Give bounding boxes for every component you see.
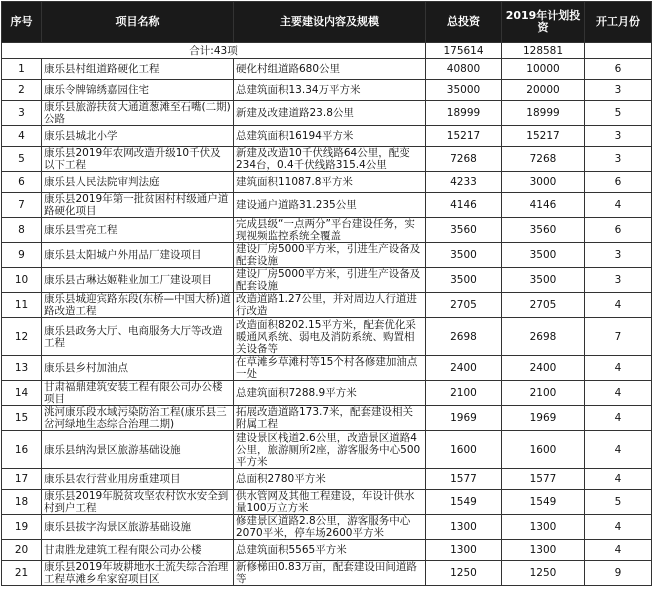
row-project-name-text: 康乐县人民法院审判法庭 bbox=[44, 176, 160, 188]
row-plan-investment: 20000 bbox=[502, 80, 585, 101]
row-start-month: 4 bbox=[585, 431, 652, 469]
row-content-text: 修建景区道路2.8公里，游客服务中心2070平米，停车场2600平方米 bbox=[236, 515, 411, 539]
row-seq: 16 bbox=[2, 431, 42, 469]
row-project-name bbox=[42, 318, 234, 356]
row-plan-investment: 1549 bbox=[502, 490, 585, 515]
row-content bbox=[234, 561, 426, 586]
header-start-month: 开工月份 bbox=[585, 2, 652, 43]
row-total-investment: 4146 bbox=[426, 193, 502, 218]
row-project-name bbox=[42, 561, 234, 586]
row-total-investment: 7268 bbox=[426, 147, 502, 172]
row-plan-investment: 2100 bbox=[502, 381, 585, 406]
row-seq: 11 bbox=[2, 293, 42, 318]
row-project-name-text: 康乐县古琳达姬鞋业加工厂建设项目 bbox=[44, 274, 212, 286]
row-content bbox=[234, 80, 426, 101]
row-project-name bbox=[42, 243, 234, 268]
row-start-month: 4 bbox=[585, 406, 652, 431]
row-content-text: 供水管网及其他工程建设，年设计供水量100万立方米 bbox=[236, 490, 415, 514]
row-seq: 12 bbox=[2, 318, 42, 356]
table-row bbox=[2, 406, 652, 431]
row-content-text: 建设厂房5000平方米，引进生产设备及配套设施 bbox=[236, 268, 421, 292]
row-project-name bbox=[42, 126, 234, 147]
projects-table bbox=[1, 1, 652, 586]
table-row bbox=[2, 218, 652, 243]
summary-label: 合计:43项 bbox=[2, 43, 426, 59]
row-content-text: 建筑面积11087.8平方米 bbox=[236, 176, 353, 188]
row-total-investment: 1577 bbox=[426, 469, 502, 490]
row-project-name-text: 康乐县2019年农网改造升级10千伏及以下工程 bbox=[44, 147, 221, 171]
row-content bbox=[234, 381, 426, 406]
row-project-name-text: 康乐县城迎宾路东段(东桥—中国大桥)道路改造工程 bbox=[44, 293, 231, 317]
row-content bbox=[234, 406, 426, 431]
row-start-month: 4 bbox=[585, 356, 652, 381]
row-seq: 10 bbox=[2, 268, 42, 293]
table-row bbox=[2, 59, 652, 80]
row-content-text: 建设厂房5000平方米，引进生产设备及配套设施 bbox=[236, 243, 421, 267]
row-content bbox=[234, 147, 426, 172]
table-row bbox=[2, 101, 652, 126]
row-plan-investment: 3560 bbox=[502, 218, 585, 243]
row-content-text: 总建筑面积16194平方米 bbox=[236, 130, 354, 142]
row-plan-investment: 1300 bbox=[502, 540, 585, 561]
row-plan-investment: 2698 bbox=[502, 318, 585, 356]
row-start-month: 6 bbox=[585, 59, 652, 80]
row-seq: 2 bbox=[2, 80, 42, 101]
table-row bbox=[2, 469, 652, 490]
table-row bbox=[2, 356, 652, 381]
table-row bbox=[2, 80, 652, 101]
row-seq: 8 bbox=[2, 218, 42, 243]
row-seq: 9 bbox=[2, 243, 42, 268]
row-content-text: 拓展改造道路173.7米，配套建设相关附属工程 bbox=[236, 406, 414, 430]
row-project-name-text: 康乐县雪亮工程 bbox=[44, 224, 118, 236]
row-total-investment: 35000 bbox=[426, 80, 502, 101]
row-start-month: 5 bbox=[585, 101, 652, 126]
table-row bbox=[2, 193, 652, 218]
row-seq: 3 bbox=[2, 101, 42, 126]
header-row bbox=[2, 2, 652, 43]
row-plan-investment: 2400 bbox=[502, 356, 585, 381]
row-content bbox=[234, 469, 426, 490]
summary-total: 175614 bbox=[426, 43, 502, 59]
row-content bbox=[234, 101, 426, 126]
table-row bbox=[2, 268, 652, 293]
row-project-name-text: 洮河康乐段水域污染防治工程(康乐县三岔河绿地生态综合治理二期) bbox=[44, 406, 227, 430]
row-project-name-text: 康乐县2019年坡耕地水土流失综合治理工程草滩乡牟家窑项目区 bbox=[44, 561, 229, 585]
header-seq: 序号 bbox=[2, 2, 42, 43]
row-plan-investment: 7268 bbox=[502, 147, 585, 172]
row-project-name-text: 康乐县太阳城户外用品厂建设项目 bbox=[44, 249, 202, 261]
row-start-month: 4 bbox=[585, 469, 652, 490]
row-project-name bbox=[42, 356, 234, 381]
row-content bbox=[234, 490, 426, 515]
row-start-month: 7 bbox=[585, 318, 652, 356]
table-row bbox=[2, 243, 652, 268]
row-project-name bbox=[42, 469, 234, 490]
row-plan-investment: 2705 bbox=[502, 293, 585, 318]
row-project-name bbox=[42, 193, 234, 218]
row-plan-investment: 3500 bbox=[502, 243, 585, 268]
row-seq: 19 bbox=[2, 515, 42, 540]
row-total-investment: 15217 bbox=[426, 126, 502, 147]
row-content bbox=[234, 172, 426, 193]
summary-plan: 128581 bbox=[502, 43, 585, 59]
row-project-name bbox=[42, 490, 234, 515]
row-project-name-text: 甘肃福鼎建筑安装工程有限公司办公楼项目 bbox=[44, 381, 223, 405]
row-start-month: 4 bbox=[585, 381, 652, 406]
row-project-name bbox=[42, 431, 234, 469]
row-content-text: 改造面积8202.15平方米，配套优化采暖通风系统、弱电及消防系统、购置相关设备等 bbox=[236, 318, 416, 355]
row-total-investment: 3500 bbox=[426, 243, 502, 268]
row-start-month: 9 bbox=[585, 561, 652, 586]
row-plan-investment: 1600 bbox=[502, 431, 585, 469]
row-total-investment: 3560 bbox=[426, 218, 502, 243]
row-start-month: 4 bbox=[585, 293, 652, 318]
row-project-name bbox=[42, 172, 234, 193]
row-content-text: 总建筑面积13.34万平方米 bbox=[236, 84, 361, 96]
header-content: 主要建设内容及规模 bbox=[234, 2, 426, 43]
row-total-investment: 2100 bbox=[426, 381, 502, 406]
row-start-month: 4 bbox=[585, 540, 652, 561]
row-project-name bbox=[42, 381, 234, 406]
row-project-name-text: 康乐县村组道路硬化工程 bbox=[44, 63, 160, 75]
table-row bbox=[2, 515, 652, 540]
row-content-text: 新修梯田0.83万亩，配套建设田间道路等 bbox=[236, 561, 417, 585]
row-content bbox=[234, 59, 426, 80]
table-row bbox=[2, 147, 652, 172]
row-start-month: 4 bbox=[585, 193, 652, 218]
row-project-name bbox=[42, 80, 234, 101]
table-row bbox=[2, 490, 652, 515]
row-project-name-text: 康乐县2019年脱贫攻坚农村饮水安全到村到户工程 bbox=[44, 490, 229, 514]
row-plan-investment: 1300 bbox=[502, 515, 585, 540]
row-content-text: 完成县级“一点两分”平台建设任务，实现视频监控系统全覆盖 bbox=[236, 218, 415, 242]
row-total-investment: 1300 bbox=[426, 540, 502, 561]
row-total-investment: 1300 bbox=[426, 515, 502, 540]
row-content-text: 新建及改建道路23.8公里 bbox=[236, 107, 354, 119]
row-project-name-text: 康乐县政务大厅、电商服务大厅等改造工程 bbox=[44, 324, 223, 349]
row-seq: 7 bbox=[2, 193, 42, 218]
row-start-month: 3 bbox=[585, 80, 652, 101]
summary-row bbox=[2, 43, 652, 59]
summary-month bbox=[585, 43, 652, 59]
row-plan-investment: 1969 bbox=[502, 406, 585, 431]
row-content bbox=[234, 193, 426, 218]
row-total-investment: 1250 bbox=[426, 561, 502, 586]
row-project-name-text: 甘肃胜龙建筑工程有限公司办公楼 bbox=[44, 544, 202, 556]
table-row bbox=[2, 126, 652, 147]
row-project-name-text: 康乐县旅游扶贫大通道葱滩至石嘴(二期)公路 bbox=[44, 101, 231, 125]
row-total-investment: 40800 bbox=[426, 59, 502, 80]
row-project-name bbox=[42, 147, 234, 172]
row-total-investment: 1549 bbox=[426, 490, 502, 515]
row-content-text: 总建筑面积5565平方米 bbox=[236, 544, 347, 556]
row-project-name bbox=[42, 406, 234, 431]
row-seq: 17 bbox=[2, 469, 42, 490]
row-seq: 21 bbox=[2, 561, 42, 586]
row-project-name-text: 康乐县乡村加油点 bbox=[44, 362, 128, 374]
row-plan-investment: 15217 bbox=[502, 126, 585, 147]
row-content-text: 建设通户道路31.235公里 bbox=[236, 199, 357, 211]
header-total-investment: 总投资 bbox=[426, 2, 502, 43]
table-row bbox=[2, 561, 652, 586]
row-project-name-text: 康乐县拔字沟景区旅游基础设施 bbox=[44, 521, 191, 533]
row-total-investment: 3500 bbox=[426, 268, 502, 293]
row-total-investment: 1600 bbox=[426, 431, 502, 469]
row-total-investment: 4233 bbox=[426, 172, 502, 193]
row-seq: 15 bbox=[2, 406, 42, 431]
row-content-text: 总面积2780平方米 bbox=[236, 473, 326, 485]
row-total-investment: 18999 bbox=[426, 101, 502, 126]
table-row bbox=[2, 318, 652, 356]
row-project-name bbox=[42, 101, 234, 126]
row-content bbox=[234, 318, 426, 356]
table-body bbox=[2, 43, 652, 586]
row-plan-investment: 1250 bbox=[502, 561, 585, 586]
row-plan-investment: 10000 bbox=[502, 59, 585, 80]
row-content bbox=[234, 540, 426, 561]
row-seq: 20 bbox=[2, 540, 42, 561]
row-project-name bbox=[42, 268, 234, 293]
row-content bbox=[234, 268, 426, 293]
table-row bbox=[2, 172, 652, 193]
row-content bbox=[234, 515, 426, 540]
row-project-name bbox=[42, 540, 234, 561]
table-header bbox=[2, 2, 652, 43]
row-seq: 6 bbox=[2, 172, 42, 193]
table-row bbox=[2, 381, 652, 406]
row-seq: 13 bbox=[2, 356, 42, 381]
row-project-name bbox=[42, 59, 234, 80]
row-content-text: 在草滩乡草滩村等15个村各修建加油点一处 bbox=[236, 356, 418, 380]
row-project-name-text: 康乐县纳沟景区旅游基础设施 bbox=[44, 443, 181, 456]
row-start-month: 6 bbox=[585, 218, 652, 243]
row-plan-investment: 3500 bbox=[502, 268, 585, 293]
table-row bbox=[2, 293, 652, 318]
row-total-investment: 2698 bbox=[426, 318, 502, 356]
row-content bbox=[234, 243, 426, 268]
row-content bbox=[234, 218, 426, 243]
row-content bbox=[234, 356, 426, 381]
row-seq: 4 bbox=[2, 126, 42, 147]
row-content-text: 改造道路1.27公里，并对周边人行道进行改造 bbox=[236, 293, 417, 317]
row-plan-investment: 18999 bbox=[502, 101, 585, 126]
row-project-name bbox=[42, 293, 234, 318]
row-total-investment: 2705 bbox=[426, 293, 502, 318]
row-start-month: 3 bbox=[585, 147, 652, 172]
row-content bbox=[234, 431, 426, 469]
row-project-name-text: 康乐县城北小学 bbox=[44, 130, 118, 142]
row-content bbox=[234, 126, 426, 147]
table-row bbox=[2, 431, 652, 469]
row-project-name-text: 康乐令牌锦绣嘉园住宅 bbox=[44, 84, 149, 96]
row-project-name bbox=[42, 515, 234, 540]
row-start-month: 3 bbox=[585, 126, 652, 147]
row-start-month: 5 bbox=[585, 490, 652, 515]
row-project-name-text: 康乐县农行营业用房重建项目 bbox=[44, 473, 181, 485]
row-seq: 18 bbox=[2, 490, 42, 515]
row-plan-investment: 3000 bbox=[502, 172, 585, 193]
table-row bbox=[2, 540, 652, 561]
header-project-name: 项目名称 bbox=[42, 2, 234, 43]
row-plan-investment: 1577 bbox=[502, 469, 585, 490]
row-start-month: 6 bbox=[585, 172, 652, 193]
row-content-text: 总建筑面积7288.9平方米 bbox=[236, 387, 357, 399]
row-total-investment: 2400 bbox=[426, 356, 502, 381]
row-seq: 14 bbox=[2, 381, 42, 406]
row-seq: 5 bbox=[2, 147, 42, 172]
row-total-investment: 1969 bbox=[426, 406, 502, 431]
row-content-text: 建设景区栈道2.6公里，改造景区道路4公里，旅游厕所2座，游客服务中心500平方米 bbox=[236, 431, 421, 468]
row-content bbox=[234, 293, 426, 318]
row-content-text: 硬化村组道路680公里 bbox=[236, 63, 341, 75]
header-plan-investment: 2019年计划投资 bbox=[502, 2, 585, 43]
row-start-month: 3 bbox=[585, 268, 652, 293]
row-start-month: 3 bbox=[585, 243, 652, 268]
row-project-name-text: 康乐县2019年第一批贫困村村级通户道路硬化项目 bbox=[44, 193, 229, 217]
row-seq: 1 bbox=[2, 59, 42, 80]
row-project-name bbox=[42, 218, 234, 243]
row-plan-investment: 4146 bbox=[502, 193, 585, 218]
row-start-month: 4 bbox=[585, 515, 652, 540]
row-content-text: 新建及改造10千伏线路64公里，配变234台，0.4千伏线路315.4公里 bbox=[236, 147, 410, 171]
